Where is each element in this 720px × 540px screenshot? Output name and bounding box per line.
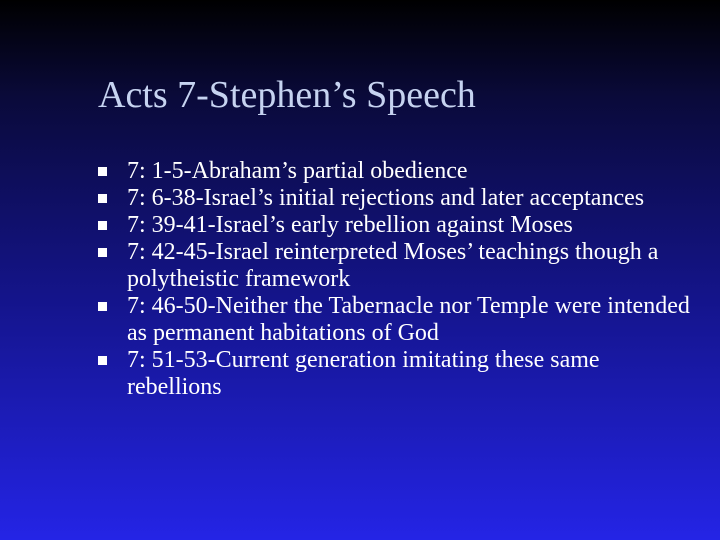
bullet-item-4 — [98, 239, 698, 293]
bullet-list — [98, 158, 698, 401]
bullet-item-5 — [98, 293, 698, 347]
bullet-text: 7: 6-38-Israel’s initial rejections and later acceptances — [127, 185, 645, 211]
square-bullet-icon — [98, 302, 107, 311]
bullet-text: 7: 46-50-Neither the Tabernacle nor Temple were intended as permanent habitations of God — [127, 293, 690, 346]
bullet-item-6 — [98, 347, 698, 401]
square-bullet-icon — [98, 221, 107, 230]
square-bullet-icon — [98, 194, 107, 203]
square-bullet-icon — [98, 356, 107, 365]
bullet-item-2 — [98, 185, 698, 212]
bullet-item-3 — [98, 212, 698, 239]
bullet-text: 7: 1-5-Abraham’s partial obedience — [127, 158, 468, 184]
square-bullet-icon — [98, 167, 107, 176]
square-bullet-icon — [98, 248, 107, 257]
bullet-item-1 — [98, 158, 698, 185]
slide-title: Acts 7-Stephen’s Speech — [98, 74, 476, 116]
bullet-text: 7: 51-53-Current generation imitating these same rebellions — [127, 347, 600, 400]
bullet-text: 7: 39-41-Israel’s early rebellion against Moses — [127, 212, 573, 238]
bullet-text: 7: 42-45-Israel reinterpreted Moses’ teachings though a polytheistic framework — [127, 239, 659, 292]
